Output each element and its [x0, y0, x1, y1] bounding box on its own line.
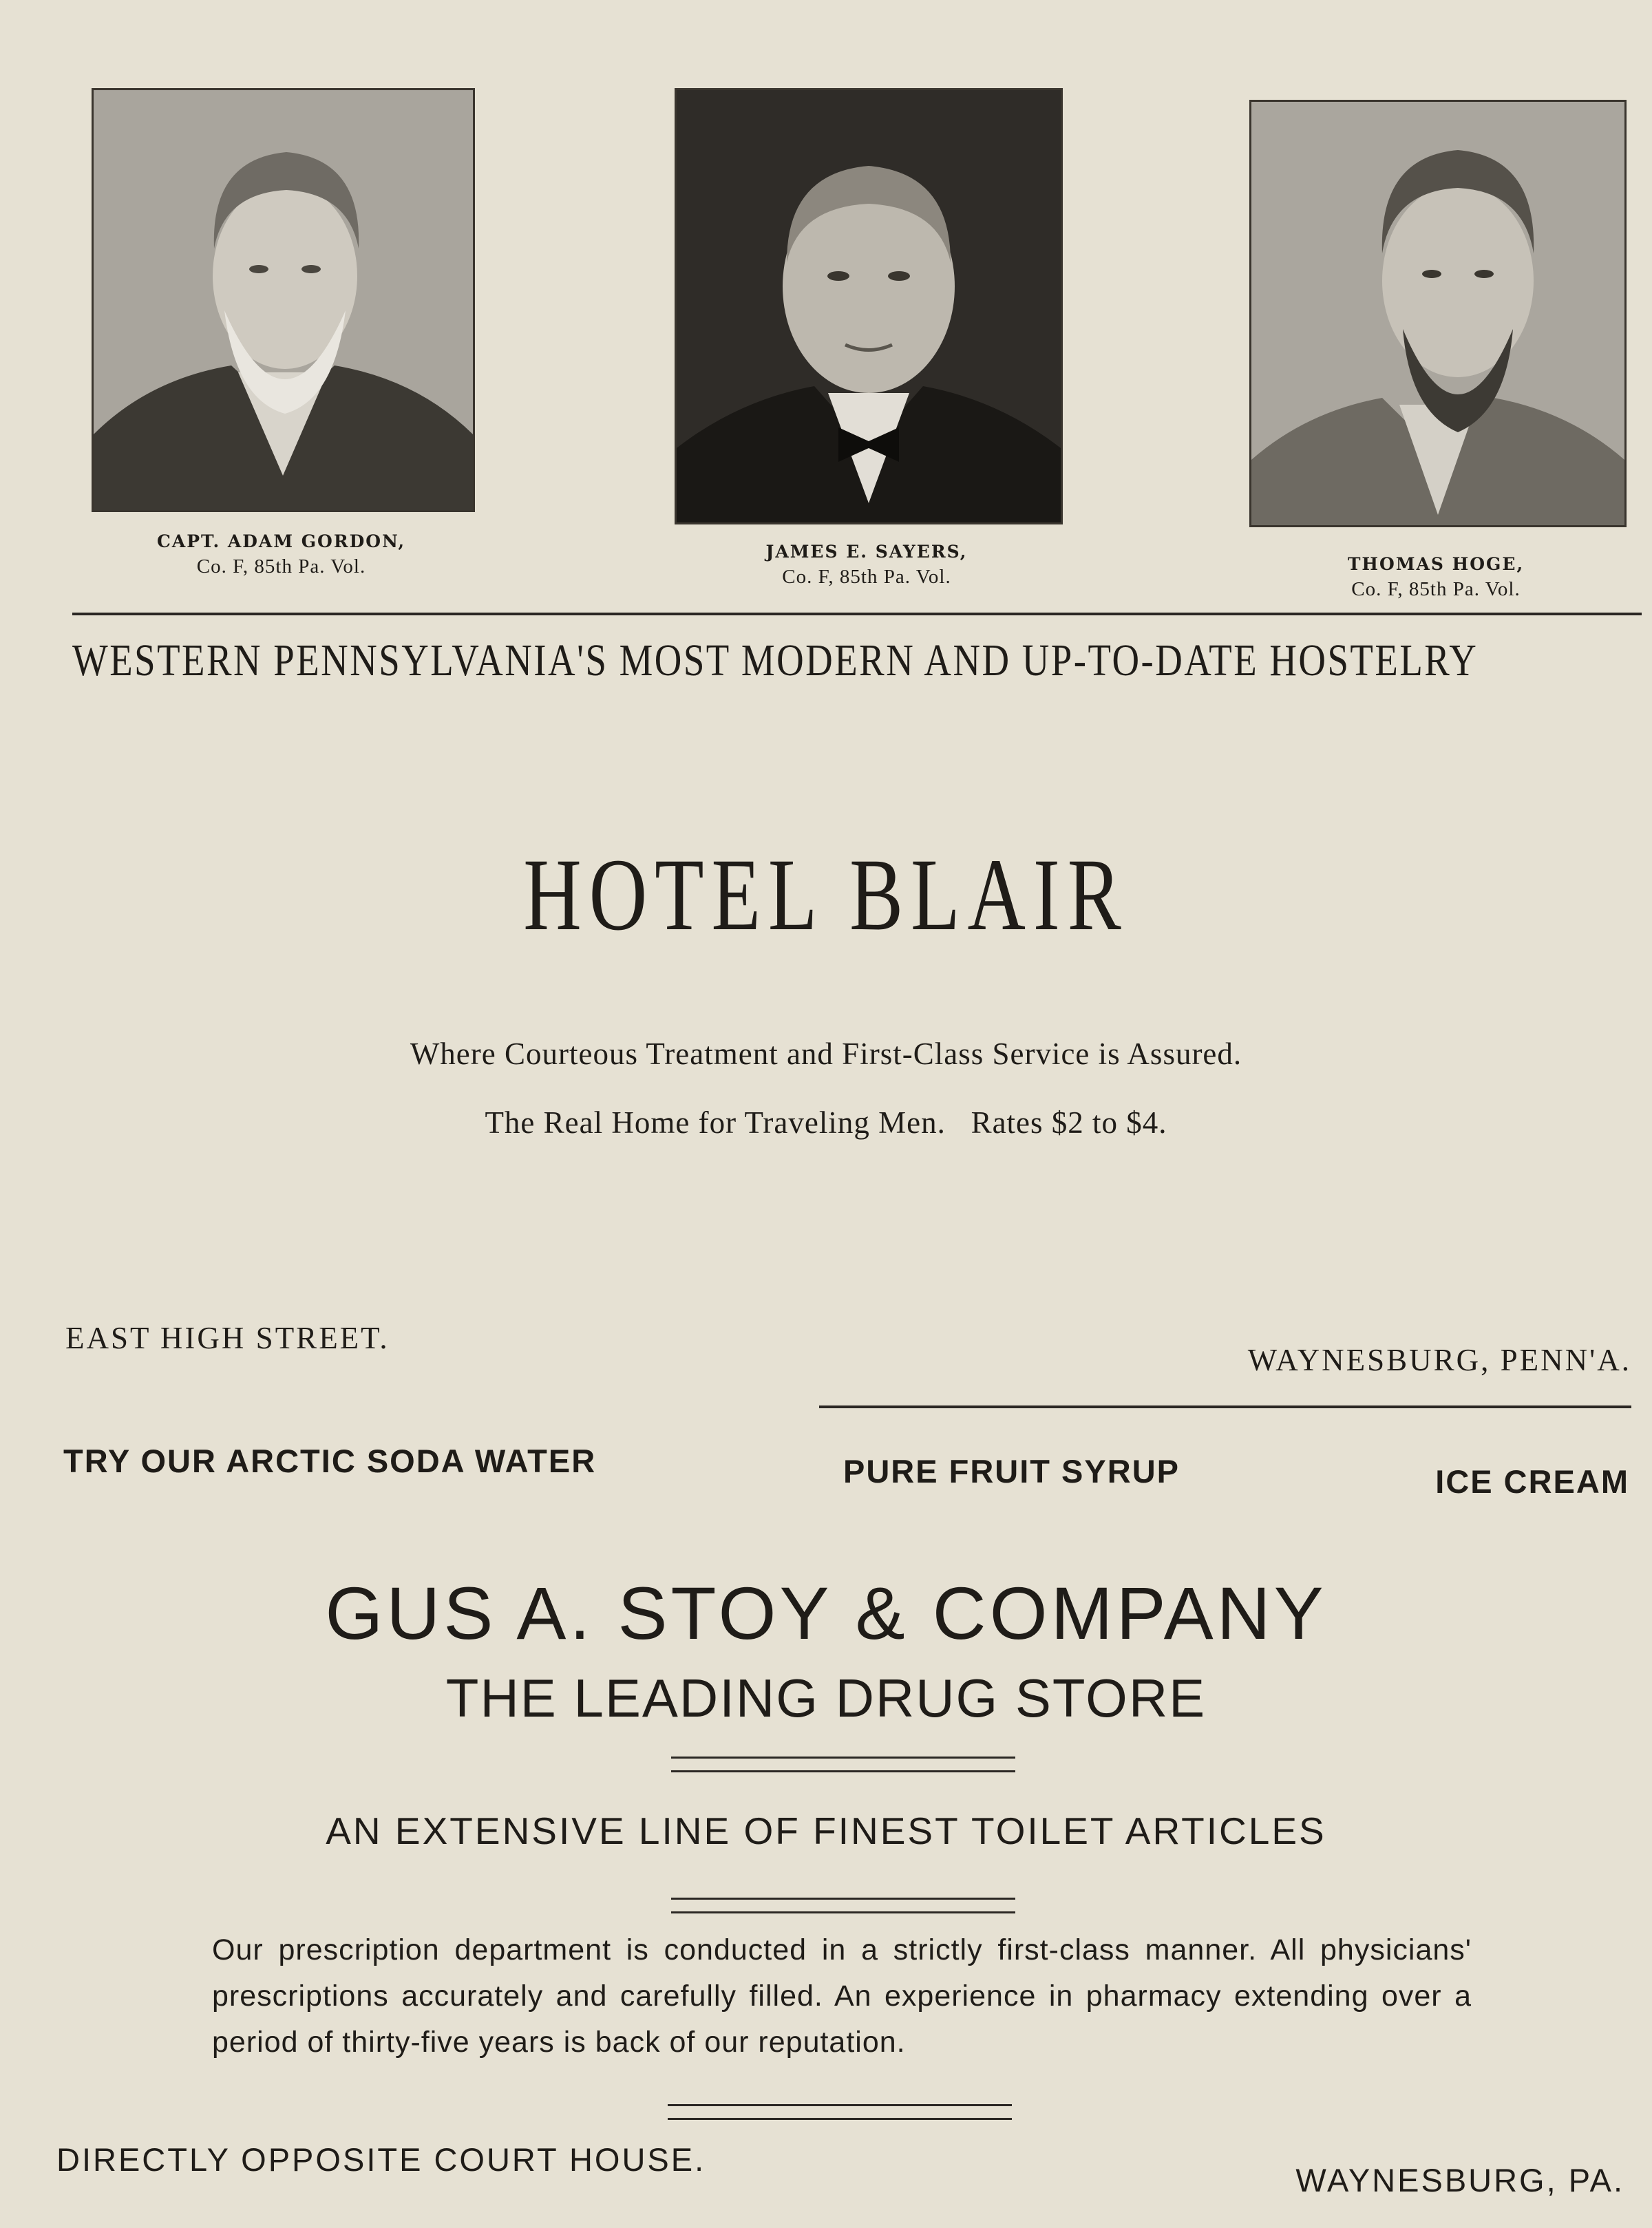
goatee-man-portrait-icon [1251, 102, 1624, 525]
hotel-tagline: WESTERN PENNSYLVANIA'S MOST MODERN AND UP-TO-DATE HOSTELRY [72, 635, 1479, 686]
store-location: DIRECTLY OPPOSITE COURT HOUSE. [56, 2141, 706, 2178]
hotel-name: HOTEL BLAIR [523, 838, 1129, 952]
portrait-photo-thomas-hoge [1249, 100, 1627, 527]
fruit-syrup-headline: PURE FRUIT SYRUP [843, 1453, 1180, 1489]
hotel-service-line: Where Courteous Treatment and First-Class Service is Assured. [410, 1037, 1242, 1071]
double-rule [671, 1911, 1015, 1913]
double-rule [668, 2118, 1012, 2120]
portrait-name: JAMES E. SAYERS, [765, 542, 968, 562]
portrait-name: THOMAS HOGE, [1347, 554, 1525, 574]
double-rule [671, 1757, 1015, 1759]
toilet-articles-line: AN EXTENSIVE LINE OF FINEST TOILET ARTICLES [326, 1810, 1326, 1852]
portrait-photo-adam-gordon [92, 88, 475, 512]
hotel-address-street: EAST HIGH STREET. [65, 1321, 390, 1355]
portrait-caption-thomas-hoge [1249, 553, 1622, 603]
portrait-unit: Co. F, 85th Pa. Vol. [1351, 577, 1521, 600]
portrait-caption-james-sayers [675, 540, 1059, 591]
portrait-photo-james-sayers [675, 88, 1063, 524]
divider-rule [72, 613, 1642, 615]
company-subtitle: THE LEADING DRUG STORE [445, 1668, 1207, 1728]
portrait-unit: Co. F, 85th Pa. Vol. [196, 555, 366, 577]
hotel-address-city: WAYNESBURG, PENN'A. [1247, 1343, 1631, 1377]
double-rule [671, 1898, 1015, 1900]
prescription-paragraph: Our prescription department is conducted in a strictly first-class manner. All physicians' prescriptions accurately and carefully filled. An experience in pharmacy extending over a period of thirty-five years is back of our reputation. [212, 1933, 1472, 2059]
portrait-caption-adam-gordon [92, 530, 471, 580]
company-name: GUS A. STOY & COMPANY [325, 1571, 1327, 1655]
double-rule [668, 2104, 1012, 2106]
divider-rule [819, 1405, 1631, 1408]
bearded-man-portrait-icon [94, 90, 473, 510]
double-rule [671, 1770, 1015, 1772]
bow-tie-man-portrait-icon [677, 90, 1061, 522]
ice-cream-headline: ICE CREAM [1435, 1463, 1629, 1500]
portrait-name: CAPT. ADAM GORDON, [156, 531, 406, 551]
hotel-rates-line: The Real Home for Traveling Men. Rates $2 to $4. [485, 1105, 1167, 1140]
store-city: WAYNESBURG, PA. [1295, 2162, 1624, 2198]
soda-water-headline: TRY OUR ARCTIC SODA WATER [63, 1443, 597, 1479]
portrait-unit: Co. F, 85th Pa. Vol. [782, 565, 951, 588]
